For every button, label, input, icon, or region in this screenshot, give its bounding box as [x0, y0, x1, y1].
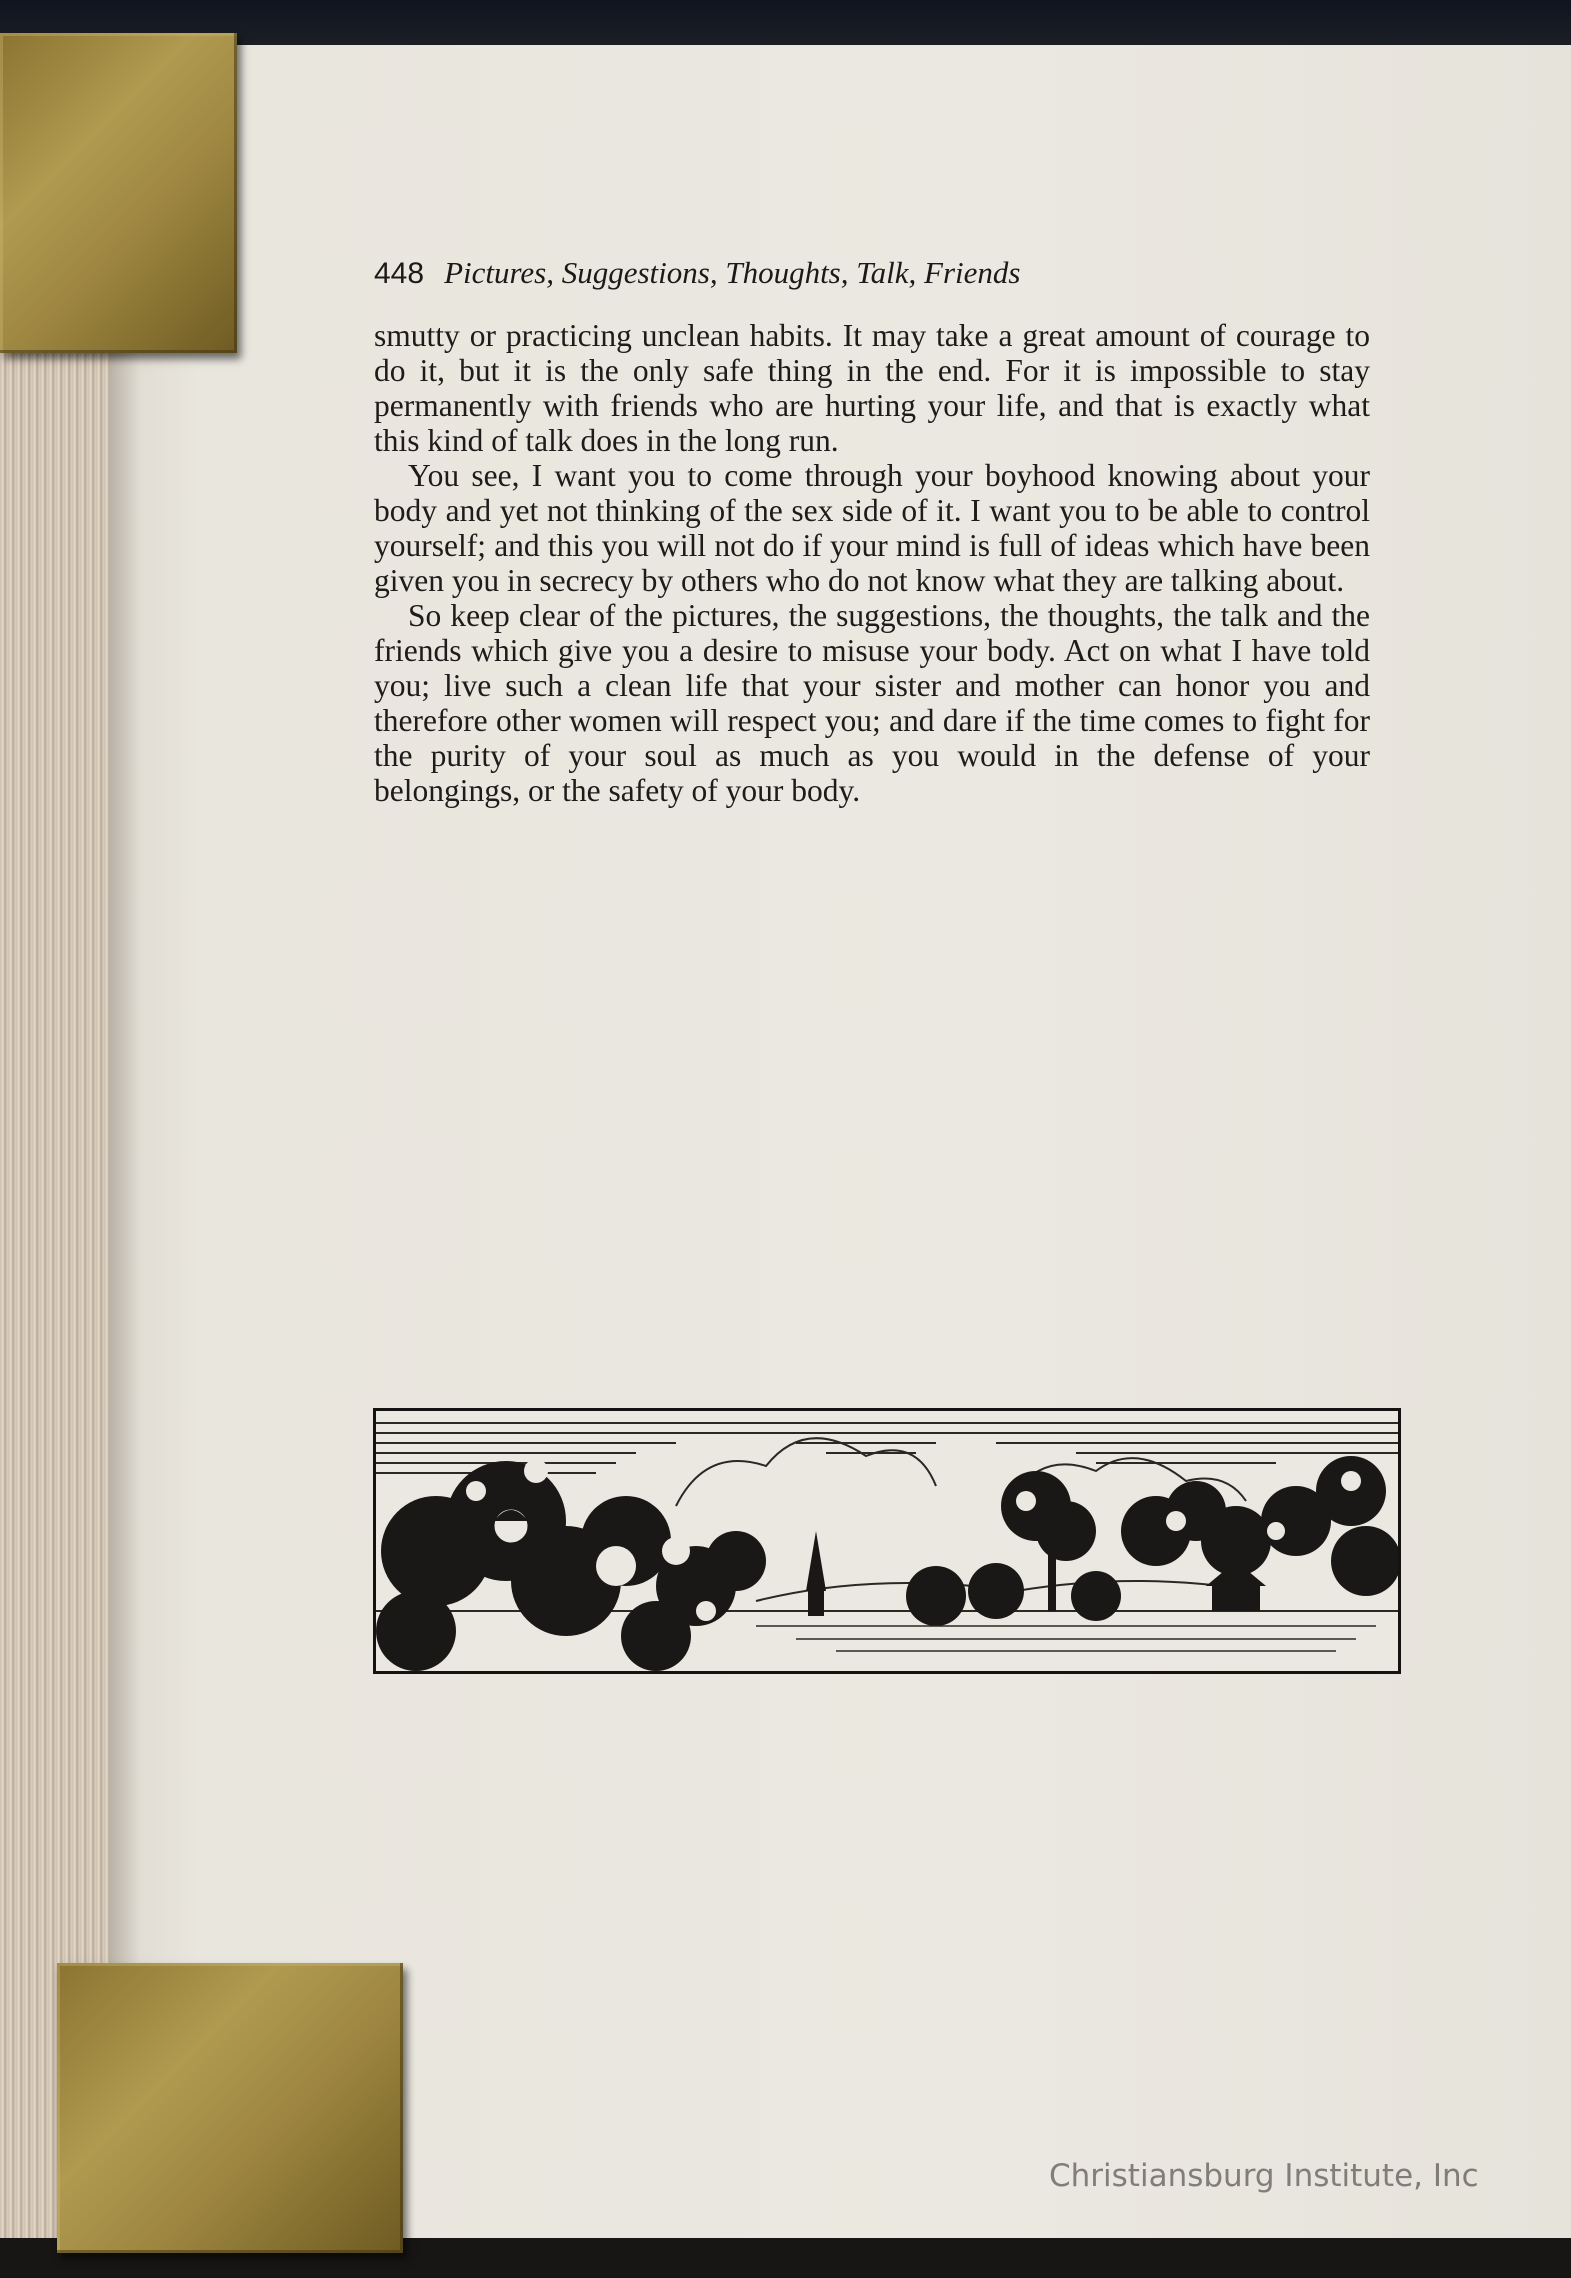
brass-page-clip-bottom: [57, 1963, 403, 2253]
body-text: [374, 318, 1370, 808]
running-head: [374, 255, 1374, 291]
paragraph: You see, I want you to come through your boyhood knowing about your body and yet not thinking of the sex side of it. I want you to be able to control yourself; and this you will not do if your mind is full of ideas which have been given you in secrecy by others who do not know what they are talking about.: [374, 458, 1370, 598]
paragraph: smutty or practicing unclean habits. It may take a great amount of courage to do it, but it is the only safe thing in the end. For it is impossible to stay permanently with friends who are hurting your life, and that is exactly what this kind of talk does in the long run.: [374, 318, 1370, 458]
watermark: Christiansburg Institute, Inc: [1049, 2158, 1479, 2194]
page-number: 448: [374, 257, 425, 290]
page-edges: [0, 40, 120, 2250]
gutter-shadow: [110, 45, 140, 2245]
paragraph: So keep clear of the pictures, the suggestions, the thoughts, the talk and the friends which give you a desire to misuse your body. Act on what I have told you; live such a clean life that your sister and mother can honor you and therefore other women will respect you; and dare if the time comes to fight for the purity of your soul as much as you would in the defense of your belongings, or the safety of your body.: [374, 598, 1370, 808]
landscape-engraving-icon: [373, 1408, 1401, 1674]
running-head-title: Pictures, Suggestions, Thoughts, Talk, Friends: [444, 255, 1021, 290]
brass-page-clip-top: [0, 33, 237, 353]
